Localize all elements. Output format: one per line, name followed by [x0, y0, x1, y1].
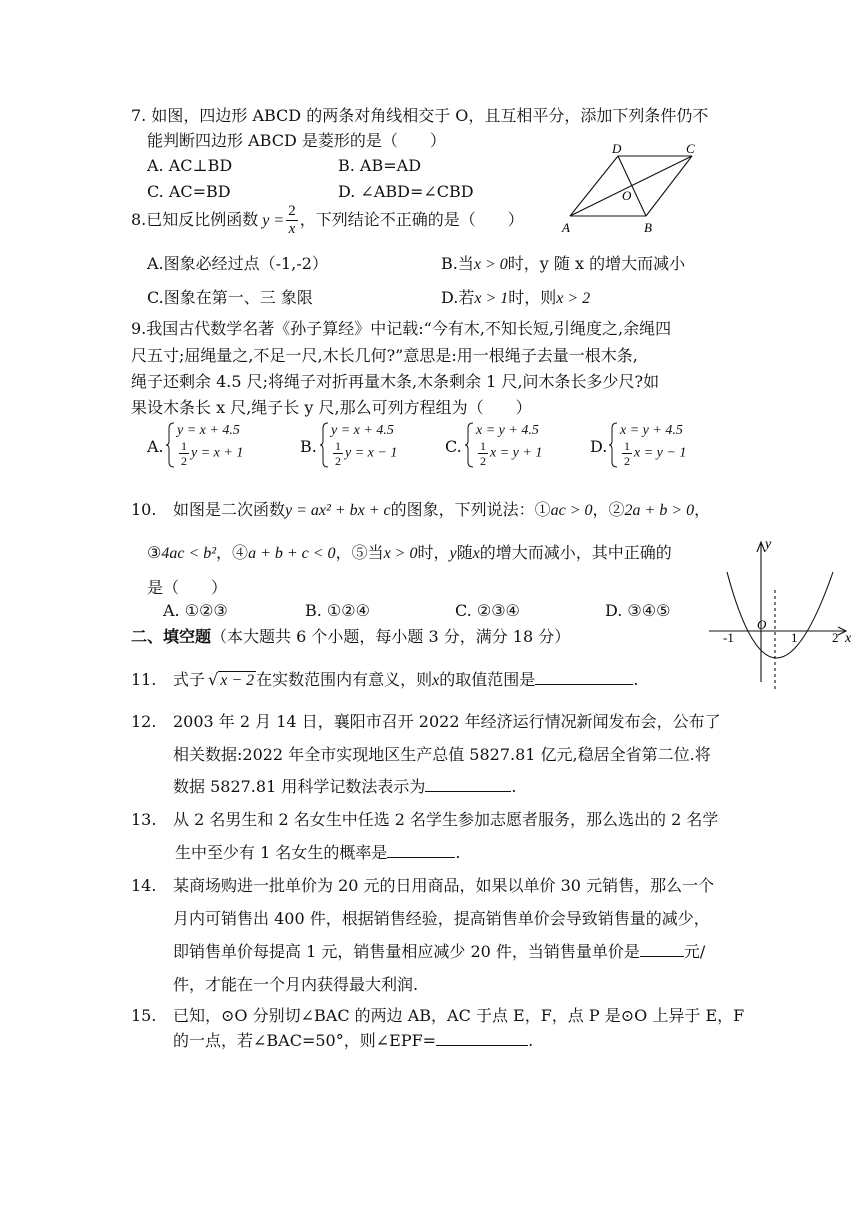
q9-option-a-label: A.	[147, 437, 164, 456]
q10-line3: 是（ ）	[147, 578, 228, 597]
vertex-a-label: A	[562, 220, 570, 234]
q11-post2: 的取值范围是	[439, 670, 536, 689]
q10-option-d: D. ③④⑤	[605, 601, 671, 620]
q10-l1-sep: ，②	[592, 500, 625, 519]
q15-answer-blank[interactable]	[436, 1031, 528, 1046]
q11-radicand: x − 2	[220, 672, 255, 689]
q11-var: x	[432, 672, 440, 689]
q14-line3	[173, 942, 705, 961]
q12-number: 12.	[131, 712, 157, 731]
q8-d-mid: 时，则	[508, 288, 557, 307]
q10-l1-m1: ac > 0	[550, 502, 593, 519]
q10-option-b: B. ①②④	[305, 601, 370, 620]
vertex-o-label: O	[622, 188, 632, 203]
q9-line2: 尺五寸;屈绳量之,不足一尺,木长几何?”意思是:用一根绳子去量一根木条,	[131, 346, 638, 365]
q9-option-b-system	[319, 422, 439, 472]
q13-line2	[175, 843, 460, 862]
q10-l2-p6: 的增大而减小，其中正确的	[479, 543, 672, 562]
q8-stem	[131, 204, 524, 237]
q10-l1-end: ，	[694, 500, 711, 519]
q10-l1-math: y = ax² + bx + c	[285, 502, 391, 519]
q10-l2-m5: x	[472, 545, 480, 562]
q9-a-eq2	[177, 440, 243, 467]
graph-tick-1: 1	[791, 630, 798, 645]
q9-d-den: 2	[624, 454, 630, 468]
q9-b-eq2-rest: y = x − 1	[345, 445, 398, 461]
brace-icon	[608, 422, 618, 468]
brace-icon	[319, 422, 329, 468]
q11-pre: 式子	[173, 670, 206, 689]
q10-l2-p2: ，④	[216, 543, 249, 562]
brace-icon	[165, 422, 175, 468]
q14-number: 14.	[131, 876, 157, 895]
q10-line2	[147, 543, 672, 563]
q9-b-den: 2	[335, 454, 341, 468]
q15-line1: 已知，⊙O 分别切∠BAC 的两边 AB，AC 于点 E，F，点 P 是⊙O 上异于 E，F	[173, 1006, 745, 1025]
q10-l2-p5: 随	[456, 543, 473, 562]
q10-l2-m3: x > 0	[383, 545, 418, 562]
q12-line3-text: 数据 5827.81 用科学记数法表示为	[173, 777, 426, 796]
q8-pre: 8.已知反比例函数	[131, 210, 259, 229]
q9-option-d-label: D.	[590, 437, 608, 456]
q14-line1: 某商场购进一批单价为 20 元的日用商品，如果以单价 30 元销售，那么一个	[173, 876, 715, 895]
sqrt-icon: √	[208, 670, 219, 689]
graph-tick-2: 2	[832, 630, 839, 645]
vertex-c-label: C	[686, 141, 695, 156]
q7-option-a: A. AC⊥BD	[147, 156, 233, 175]
section-note: （本大题共 6 个小题，每小题 3 分，满分 18 分）	[211, 627, 571, 646]
q8-option-b	[441, 254, 685, 274]
q7-option-d: D. ∠ABD=∠CBD	[338, 182, 474, 201]
q11-post1: 在实数范围内有意义，则	[256, 670, 433, 689]
q10-l2-m1: 4ac < b²	[161, 545, 217, 562]
q8-d-pre: D.若	[441, 288, 475, 307]
q7-option-b: B. AB=AD	[338, 156, 422, 175]
q13-line2-text: 生中至少有 1 名女生的概率是	[175, 843, 388, 862]
q15-end: .	[528, 1031, 534, 1050]
q10-option-c: C. ②③④	[455, 601, 520, 620]
q8-numerator: 2	[288, 203, 296, 219]
q10-line1	[173, 500, 710, 520]
q12-line3	[173, 777, 516, 796]
q11-end: .	[633, 670, 639, 689]
q10-l2-m4: y	[449, 545, 457, 562]
vertex-b-label: B	[644, 220, 652, 234]
brace-icon	[464, 422, 474, 468]
q8-func-lhs: y =	[262, 212, 285, 229]
q9-option-b-label: B.	[300, 437, 317, 456]
q12-line1: 2003 年 2 月 14 日，襄阳市召开 2022 年经济运行情况新闻发布会，公布了	[173, 712, 721, 731]
q9-b-eq2	[331, 440, 397, 467]
q9-option-c-label: C.	[445, 437, 462, 456]
q12-answer-blank[interactable]	[425, 777, 511, 792]
graph-tick-neg1: -1	[723, 630, 734, 645]
q15-line2	[173, 1031, 533, 1050]
q7-line1: 7. 如图，四边形 ABCD 的两条对角线相交于 O，且互相平分，添加下列条件仍不	[131, 106, 709, 125]
q9-option-d-system	[608, 422, 728, 472]
q9-line4: 果设木条长 x 尺,绳子长 y 尺,那么可列方程组为（ ）	[131, 398, 532, 417]
q11-text	[173, 670, 638, 690]
q14-line3-text: 即销售单价每提高 1 元，销售量相应减少 20 件，当销售量单价是	[173, 942, 640, 961]
q14-line3-end: 元/	[683, 942, 706, 961]
q9-a-eq1: y = x + 4.5	[177, 423, 240, 438]
q9-c-eq1: x = y + 4.5	[476, 423, 539, 438]
q9-b-coef: 1	[335, 439, 341, 453]
q8-b-pre: B.当	[441, 254, 474, 273]
q9-b-eq1: y = x + 4.5	[331, 423, 394, 438]
q14-line4: 件，才能在一个月内获得最大利润.	[173, 975, 419, 994]
q9-a-eq2-rest: y = x + 1	[191, 445, 244, 461]
q9-c-eq2-rest: x = y + 1	[490, 445, 543, 461]
q7-line2: 能判断四边形 ABCD 是菱形的是（ ）	[147, 131, 446, 150]
q10-l1-m2: 2a + b > 0	[624, 502, 695, 519]
q8-option-a: A.图象必经过点（-1,-2）	[147, 254, 328, 273]
parabola-graph	[705, 532, 855, 692]
q8-b-post: 时，y 随 x 的增大而减小	[507, 254, 686, 273]
q8-post: ，下列结论不正确的是（ ）	[299, 210, 524, 229]
q12-line2: 相关数据:2022 年全市实现地区生产总值 5827.81 亿元,稳居全省第二位.将	[173, 745, 711, 764]
q7-option-c: C. AC=BD	[147, 182, 231, 201]
q10-l2-p1: ③	[147, 543, 162, 562]
q9-option-c-system	[464, 422, 584, 472]
q11-number: 11.	[131, 670, 157, 689]
graph-x-label: x	[845, 631, 852, 646]
q9-d-coef: 1	[624, 439, 630, 453]
graph-origin-label: O	[757, 617, 767, 632]
q8-denominator: x	[288, 221, 296, 237]
q15-line2-text: 的一点，若∠BAC=50°，则∠EPF=	[173, 1031, 437, 1050]
q9-c-eq2	[476, 440, 542, 467]
q10-number: 10.	[131, 500, 157, 519]
q10-l2-p4: 时，	[417, 543, 450, 562]
q8-d-math1: x > 1	[474, 290, 509, 307]
q14-answer-blank[interactable]	[640, 942, 684, 957]
q9-d-eq1: x = y + 4.5	[620, 423, 683, 438]
q9-c-den: 2	[480, 454, 486, 468]
q10-option-a: A. ①②③	[163, 601, 228, 620]
rhombus-figure	[560, 140, 710, 234]
q9-line1: 9.我国古代数学名著《孙子算经》中记载:“今有木,不知长短,引绳度之,余绳四	[131, 319, 672, 338]
graph-y-label: y	[765, 537, 772, 552]
q10-l1-pre: 如图是二次函数	[173, 500, 286, 519]
q13-end: .	[455, 843, 461, 862]
q11-answer-blank[interactable]	[535, 670, 633, 685]
q9-line3: 绳子还剩余 4.5 尺;将绳子对折再量木条,木条剩余 1 尺,问木条长多少尺?如	[131, 372, 660, 391]
q13-line1: 从 2 名男生和 2 名女生中任选 2 名学生参加志愿者服务，那么选出的 2 名学	[173, 810, 719, 829]
q9-d-eq2-rest: x = y − 1	[634, 445, 687, 461]
q15-number: 15.	[131, 1006, 157, 1025]
q9-a-coef: 1	[181, 439, 187, 453]
q10-l1-mid: 的图象，下列说法：①	[390, 500, 551, 519]
q12-end: .	[511, 777, 517, 796]
q8-fraction	[286, 204, 298, 237]
q13-number: 13.	[131, 810, 157, 829]
q8-b-math: x > 0	[473, 256, 508, 273]
q9-option-a-system	[165, 422, 285, 472]
q8-option-c: C.图象在第一、三 象限	[147, 288, 313, 307]
q9-d-eq2	[620, 440, 686, 467]
q8-d-math2: x > 2	[556, 290, 591, 307]
q13-answer-blank[interactable]	[387, 843, 455, 858]
vertex-d-label: D	[612, 141, 622, 156]
q9-c-coef: 1	[480, 439, 486, 453]
section-title: 二、填空题	[131, 627, 212, 646]
q9-a-den: 2	[181, 454, 187, 468]
q10-l2-p3: ，⑤当	[335, 543, 384, 562]
q10-l2-m2: a + b + c < 0	[248, 545, 336, 562]
q8-option-d	[441, 288, 590, 308]
section-heading	[131, 627, 570, 646]
q14-line2: 月内可销售出 400 件，根据销售经验，提高销售单价会导致销售量的减少，	[173, 909, 710, 928]
